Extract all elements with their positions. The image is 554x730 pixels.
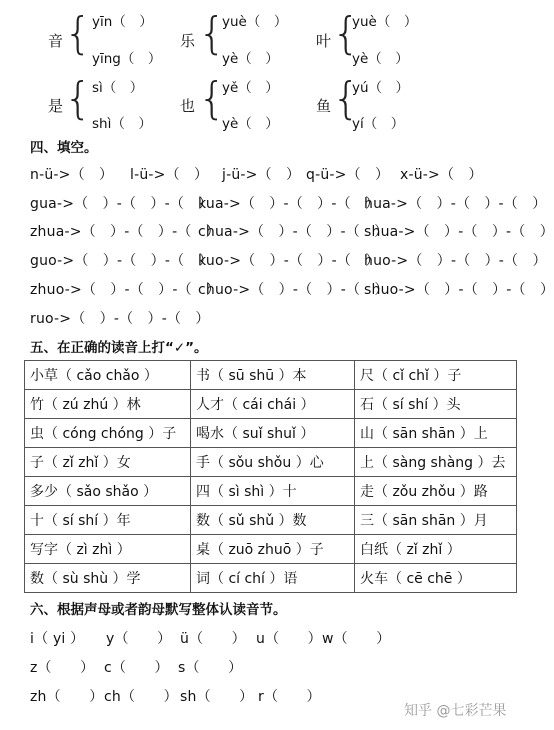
poly-char: 音	[48, 32, 64, 50]
drill-item: j-ü->（ ）	[222, 167, 301, 183]
brace-icon: {	[198, 8, 226, 59]
table-row	[25, 419, 517, 448]
drill-item: zh（ ）	[30, 689, 104, 705]
drill-item: zhua->（ ）-（ ）-（ ）	[30, 224, 220, 240]
poly-reading: yú（ ）	[352, 80, 410, 96]
table-cell: 尺（ cǐ chǐ ）子	[355, 361, 517, 390]
brace-icon: {	[332, 8, 360, 59]
brace-icon: {	[198, 73, 226, 124]
drill-item: zhuo->（ ）-（ ）-（ ）	[30, 282, 221, 298]
drill-item: q-ü->（ ）	[306, 167, 390, 183]
poly-reading: yuè（ ）	[222, 14, 288, 30]
poly-reading: yè（ ）	[222, 116, 279, 132]
poly-reading: yè（ ）	[222, 51, 279, 67]
table-cell: 上（ sàng shàng ）去	[355, 448, 517, 477]
table-cell: 小草（ cǎo chǎo ）	[25, 361, 191, 390]
table-cell: 四（ sì shì ）十	[191, 477, 355, 506]
table-row	[25, 564, 517, 593]
drill-item: i（ yi ）	[30, 631, 85, 647]
section-4-title: 四、填空。	[30, 140, 98, 156]
table-cell: 写字（ zì zhì ）	[25, 535, 191, 564]
table-cell: 数（ sù shù ）学	[25, 564, 191, 593]
table-cell: 子（ zǐ zhǐ ）女	[25, 448, 191, 477]
drill-item: w（ ）	[322, 631, 391, 647]
poly-reading: yīng（ ）	[92, 51, 162, 67]
drill-item: c（ ）	[104, 660, 169, 676]
poly-reading: yí（ ）	[352, 116, 405, 132]
table-row	[25, 448, 517, 477]
table-cell: 走（ zǒu zhǒu ）路	[355, 477, 517, 506]
table-cell: 三（ sān shān ）月	[355, 506, 517, 535]
drill-item: shua->（ ）-（ ）-（ ）	[364, 224, 554, 240]
table-cell: 书（ sū shū ）本	[191, 361, 355, 390]
drill-item: huo->（ ）-（ ）-（ ）	[364, 253, 547, 269]
table-cell: 石（ sí shí ）头	[355, 390, 517, 419]
poly-reading: shì（ ）	[92, 116, 152, 132]
drill-item: guo->（ ）-（ ）-（ ）	[30, 253, 213, 269]
drill-item: y（ ）	[106, 631, 172, 647]
drill-item: u（ ）	[256, 631, 322, 647]
drill-item: kua->（ ）-（ ）-（ ）	[198, 196, 380, 212]
drill-item: gua->（ ）-（ ）-（ ）	[30, 196, 213, 212]
drill-item: shuo->（ ）-（ ）-（ ）	[364, 282, 554, 298]
table-row	[25, 506, 517, 535]
drill-item: kuo->（ ）-（ ）-（ ）	[198, 253, 380, 269]
drill-item: hua->（ ）-（ ）-（ ）	[364, 196, 547, 212]
table-cell: 白纸（ zǐ zhǐ ）	[355, 535, 517, 564]
table-row	[25, 477, 517, 506]
drill-item: ruo->（ ）-（ ）-（ ）	[30, 311, 210, 327]
brace-icon: {	[332, 73, 360, 124]
table-cell: 手（ sǒu shǒu ）心	[191, 448, 355, 477]
table-cell: 火车（ cē chē ）	[355, 564, 517, 593]
drill-item: n-ü->（ ）	[30, 167, 114, 183]
table-row	[25, 535, 517, 564]
table-cell: 数（ sǔ shǔ ）数	[191, 506, 355, 535]
table-cell: 虫（ cóng chóng ）子	[25, 419, 191, 448]
table-row	[25, 390, 517, 419]
drill-item: l-ü->（ ）	[130, 167, 209, 183]
table-cell: 山（ sān shān ）上	[355, 419, 517, 448]
drill-item: r（ ）	[258, 689, 321, 705]
poly-char: 乐	[180, 32, 196, 50]
table-cell: 多少（ sǎo shǎo ）	[25, 477, 191, 506]
poly-reading: yīn（ ）	[92, 14, 153, 30]
section-6-title: 六、根据声母或者韵母默写整体认读音节。	[30, 602, 287, 618]
poly-char: 也	[180, 97, 196, 115]
table-cell: 十（ sí shí ）年	[25, 506, 191, 535]
poly-reading: yè（ ）	[352, 51, 409, 67]
drill-item: x-ü->（ ）	[400, 167, 483, 183]
drill-item: s（ ）	[178, 660, 243, 676]
poly-reading: yuè（ ）	[352, 14, 418, 30]
poly-reading: sì（ ）	[92, 80, 144, 96]
drill-item: ch（ ）	[104, 689, 178, 705]
reading-choice-table	[24, 360, 517, 593]
table-cell: 竹（ zú zhú ）林	[25, 390, 191, 419]
watermark: 知乎 @七彩芒果	[404, 703, 507, 719]
poly-reading: yě（ ）	[222, 80, 279, 96]
table-cell: 人才（ cái chái ）	[191, 390, 355, 419]
section-5-title: 五、在正确的读音上打“✓”。	[30, 340, 208, 356]
table-row	[25, 361, 517, 390]
brace-icon: {	[64, 73, 92, 124]
drill-item: ü（ ）	[180, 631, 246, 647]
poly-char: 叶	[316, 32, 332, 50]
drill-item: chuo->（ ）-（ ）-（ ）	[198, 282, 389, 298]
drill-item: z（ ）	[30, 660, 95, 676]
table-cell: 喝水（ suǐ shuǐ ）	[191, 419, 355, 448]
table-cell: 词（ cí chí ）语	[191, 564, 355, 593]
poly-char: 是	[48, 97, 64, 115]
poly-char: 鱼	[316, 97, 332, 115]
table-cell: 桌（ zuō zhuō ）子	[191, 535, 355, 564]
drill-item: chua->（ ）-（ ）-（ ）	[198, 224, 389, 240]
brace-icon: {	[64, 8, 92, 59]
drill-item: sh（ ）	[180, 689, 254, 705]
